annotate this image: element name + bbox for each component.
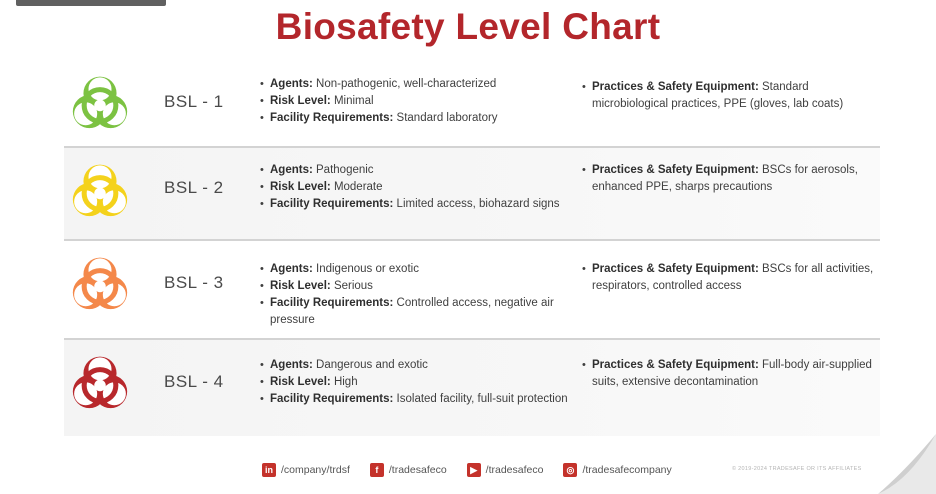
agents-key: Agents:: [270, 263, 313, 275]
agents-value: Indigenous or exotic: [316, 263, 419, 275]
risk-key: Risk Level:: [270, 181, 331, 193]
practices-key: Practices & Safety Equipment:: [592, 359, 759, 371]
facebook-handle: /tradesafeco: [388, 464, 447, 476]
youtube-link[interactable]: [467, 463, 544, 477]
bsl-practices: [582, 357, 878, 391]
biohazard-icon: [64, 249, 136, 321]
risk-value: High: [333, 376, 358, 388]
bsl-details: [260, 357, 572, 408]
practices-value: Full-body air-supplied suits, extensive decontamination: [592, 359, 872, 388]
linkedin-handle: /company/trdsf: [281, 464, 350, 476]
practices-value: BSCs for aerosols, enhanced PPE, sharps precautions: [592, 164, 858, 193]
bsl-level-label: BSL - 3: [164, 273, 224, 292]
bsl-level-label: BSL - 4: [164, 372, 224, 391]
bsl-level-label: BSL - 2: [164, 178, 224, 197]
practices-value: Standard microbiological practices, PPE (gloves, lab coats): [592, 81, 844, 110]
youtube-handle: /tradesafeco: [485, 464, 544, 476]
bsl-practices: [582, 79, 878, 113]
bsl-row-1: [64, 62, 880, 146]
bsl-row-4: [64, 340, 880, 436]
bsl-practices: [582, 162, 878, 196]
biohazard-icon: [64, 156, 136, 228]
social-footer: [262, 460, 692, 480]
risk-key: Risk Level:: [270, 280, 331, 292]
youtube-icon: ▶: [467, 463, 481, 477]
practices-key: Practices & Safety Equipment:: [592, 263, 759, 275]
bsl-row-2: [64, 148, 880, 239]
biohazard-icon: [64, 68, 136, 140]
bsl-details: [260, 261, 572, 329]
page-title: Biosafety Level Chart: [275, 6, 661, 47]
instagram-handle: /tradesafecompany: [582, 464, 672, 476]
instagram-icon: ◎: [563, 463, 577, 477]
linkedin-link[interactable]: [262, 463, 350, 477]
facility-value: Controlled access, negative air pressure: [270, 297, 554, 326]
risk-key: Risk Level:: [270, 376, 331, 388]
facebook-link[interactable]: [370, 463, 447, 477]
risk-value: Serious: [333, 280, 373, 292]
bsl-row-3: [64, 241, 880, 338]
agents-key: Agents:: [270, 78, 313, 90]
facility-key: Facility Requirements:: [270, 393, 394, 405]
biohazard-icon: [64, 348, 136, 420]
facility-value: Limited access, biohazard signs: [396, 198, 560, 210]
facility-value: Standard laboratory: [396, 112, 498, 124]
risk-value: Minimal: [333, 95, 374, 107]
facility-key: Facility Requirements:: [270, 198, 394, 210]
bsl-details: [260, 76, 572, 127]
linkedin-icon: in: [262, 463, 276, 477]
facility-key: Facility Requirements:: [270, 112, 394, 124]
bsl-details: [260, 162, 572, 213]
facility-value: Isolated facility, full-suit protection: [396, 393, 568, 405]
agents-key: Agents:: [270, 164, 313, 176]
practices-key: Practices & Safety Equipment:: [592, 164, 759, 176]
bsl-level-label: BSL - 1: [164, 92, 224, 111]
practices-value: BSCs for all activities, respirators, controlled access: [592, 263, 874, 292]
page-curl: [866, 434, 936, 494]
risk-key: Risk Level:: [270, 95, 331, 107]
instagram-link[interactable]: [563, 463, 671, 477]
practices-key: Practices & Safety Equipment:: [592, 81, 759, 93]
copyright-text: © 2019-2024 TRADESAFE OR ITS AFFILIATES: [732, 466, 862, 472]
agents-value: Pathogenic: [316, 164, 374, 176]
bsl-practices: [582, 261, 878, 295]
facebook-icon: f: [370, 463, 384, 477]
agents-value: Dangerous and exotic: [316, 359, 428, 371]
risk-value: Moderate: [333, 181, 383, 193]
agents-key: Agents:: [270, 359, 313, 371]
facility-key: Facility Requirements:: [270, 297, 394, 309]
agents-value: Non-pathogenic, well-characterized: [316, 78, 497, 90]
